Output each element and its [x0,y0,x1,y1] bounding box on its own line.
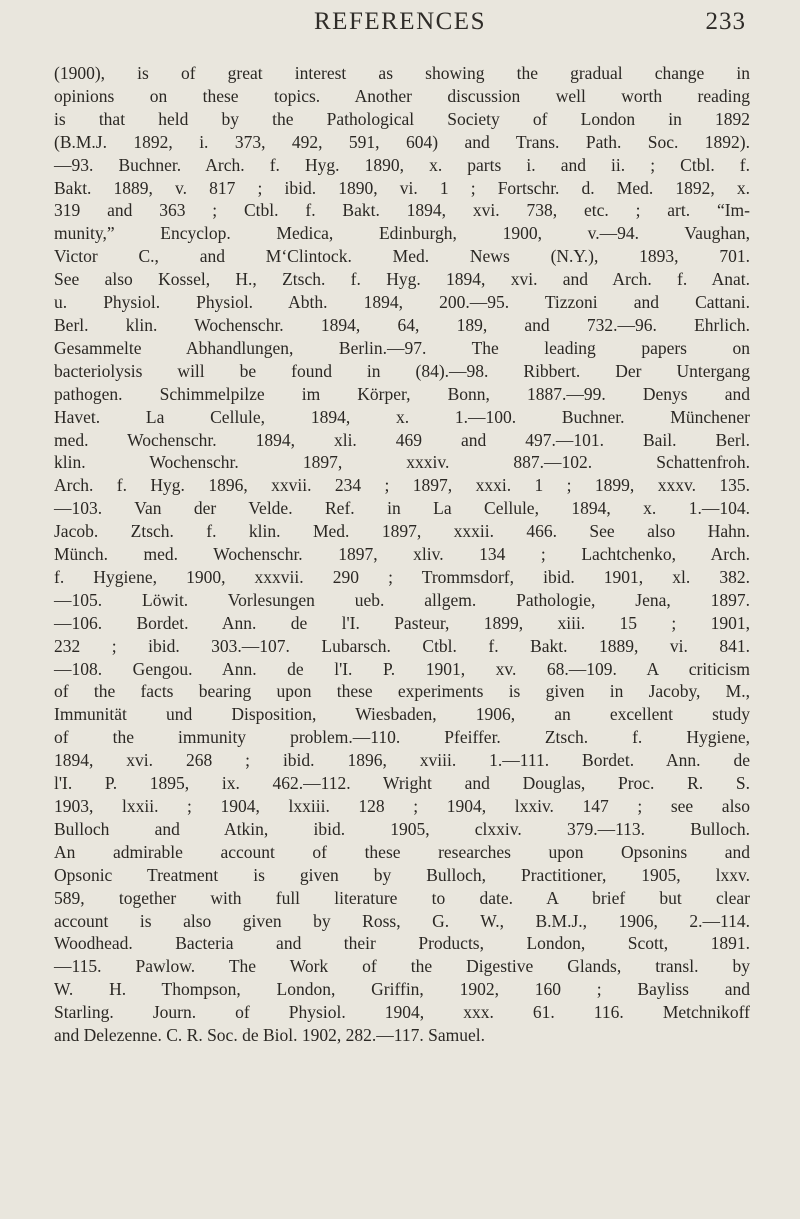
text-line: Immunität und Disposition, Wiesbaden, 1906, an excellent study [54,704,750,725]
text-line: Gesammelte Abhandlungen, Berlin.—97. The leading papers on [54,337,750,358]
text-line: 232 ; ibid. 303.—107. Lubarsch. Ctbl. f. Bakt. 1889, vi. 841. [54,635,750,656]
text-line: —115. Pawlow. The Work of the Digestive Glands, transl. by [54,956,750,977]
text-line: l'I. P. 1895, ix. 462.—112. Wright and Douglas, Proc. R. S. [54,773,750,794]
text-line: and Delezenne. C. R. Soc. de Biol. 1902, 282.—117. Samuel. [54,1025,485,1046]
text-line: Victor C., and M‘Clintock. Med. News (N.Y.), 1893, 701. [54,246,750,267]
text-line: bacteriolysis will be found in (84).—98. Ribbert. Der Untergang [54,360,750,381]
text-line: 589, together with full literature to date. A brief but clear [54,887,750,908]
text-line: —108. Gengou. Ann. de l'I. P. 1901, xv. 68.—109. A criticism [54,658,750,679]
text-line: —106. Bordet. Ann. de l'I. Pasteur, 1899, xiii. 15 ; 1901, [54,612,750,633]
text-line: opinions on these topics. Another discussion well worth reading [54,85,750,106]
text-line: f. Hygiene, 1900, xxxvii. 290 ; Trommsdorf, ibid. 1901, xl. 382. [54,566,750,587]
text-line: —93. Buchner. Arch. f. Hyg. 1890, x. parts i. and ii. ; Ctbl. f. [54,154,750,175]
text-line: —103. Van der Velde. Ref. in La Cellule, 1894, x. 1.—104. [54,498,750,519]
text-line: munity,” Encyclop. Medica, Edinburgh, 1900, v.—94. Vaughan, [54,223,750,244]
page-number: 233 [705,8,746,35]
text-line: is that held by the Pathological Society of London in 1892 [54,108,750,129]
page-header [54,4,746,44]
text-line: (B.M.J. 1892, i. 373, 492, 591, 604) and Trans. Path. Soc. 1892). [54,131,750,152]
text-line: 1903, lxxii. ; 1904, lxxiii. 128 ; 1904, lxxiv. 147 ; see also [54,796,750,816]
text-line: Jacob. Ztsch. f. klin. Med. 1897, xxxii. 466. See also Hahn. [54,521,750,542]
text-line: 319 and 363 ; Ctbl. f. Bakt. 1894, xvi. 738, etc. ; art. “Im- [54,200,750,221]
text-line: —105. Löwit. Vorlesungen ueb. allgem. Pathologie, Jena, 1897. [54,589,750,610]
text-line: Münch. med. Wochenschr. 1897, xliv. 134 ; Lachtchenko, Arch. [54,544,750,565]
text-line: Havet. La Cellule, 1894, x. 1.—100. Buchner. Münchener [54,406,750,427]
references-text [54,62,750,1047]
running-head: REFERENCES [314,8,486,35]
text-line: Arch. f. Hyg. 1896, xxvii. 234 ; 1897, xxxi. 1 ; 1899, xxxv. 135. [54,475,750,496]
text-line: klin. Wochenschr. 1897, xxxiv. 887.—102. Schattenfroh. [54,452,750,473]
text-line: account is also given by Ross, G. W., B.M.J., 1906, 2.—114. [54,910,750,931]
text-line: Bakt. 1889, v. 817 ; ibid. 1890, vi. 1 ; Fortschr. d. Med. 1892, x. [54,177,750,198]
text-line: An admirable account of these researches upon Opsonins and [54,841,750,862]
text-line: Woodhead. Bacteria and their Products, London, Scott, 1891. [54,933,750,954]
text-line: of the immunity problem.—110. Pfeiffer. Ztsch. f. Hygiene, [54,727,750,748]
text-line: med. Wochenschr. 1894, xli. 469 and 497.—101. Bail. Berl. [54,429,750,450]
text-line: Starling. Journ. of Physiol. 1904, xxx. 61. 116. Metchnikoff [54,1002,750,1023]
text-line: pathogen. Schimmelpilze im Körper, Bonn, 1887.—99. Denys and [54,383,750,404]
text-line: u. Physiol. Physiol. Abth. 1894, 200.—95. Tizzoni and Cattani. [54,292,750,313]
text-line: See also Kossel, H., Ztsch. f. Hyg. 1894, xvi. and Arch. f. Anat. [54,269,750,290]
text-line: Opsonic Treatment is given by Bulloch, Practitioner, 1905, lxxv. [54,864,750,885]
text-line: of the facts bearing upon these experiments is given in Jacoby, M., [54,681,750,702]
text-line: Berl. klin. Wochenschr. 1894, 64, 189, and 732.—96. Ehrlich. [54,314,750,335]
text-line: W. H. Thompson, London, Griffin, 1902, 160 ; Bayliss and [54,979,750,1000]
text-line: Bulloch and Atkin, ibid. 1905, clxxiv. 379.—113. Bulloch. [54,818,750,839]
text-line: 1894, xvi. 268 ; ibid. 1896, xviii. 1.—111. Bordet. Ann. de [54,750,750,771]
text-line: (1900), is of great interest as showing the gradual change in [54,63,750,83]
